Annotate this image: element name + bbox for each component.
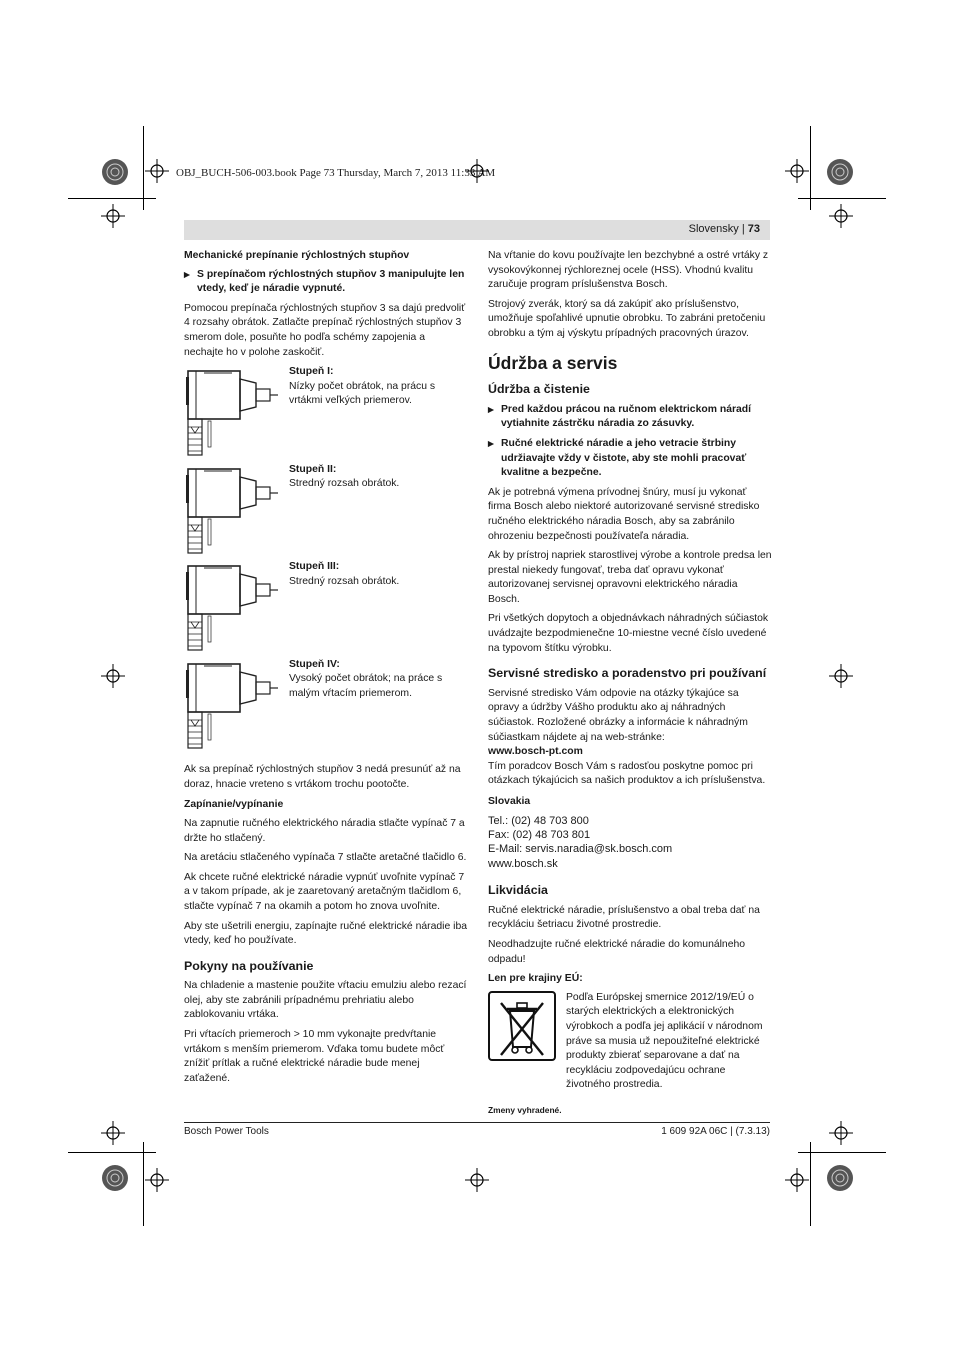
print-slug: OBJ_BUCH-506-003.book Page 73 Thursday, March 7, 2013 11:33 AM <box>176 167 496 179</box>
gear-stage-1-text <box>289 365 469 409</box>
footer-brand: Bosch Power Tools <box>184 1126 269 1137</box>
gear-stage-4-text <box>289 658 469 702</box>
crop-mark <box>798 1152 886 1153</box>
registration-mark-icon <box>465 159 489 183</box>
crop-mark <box>810 1142 811 1226</box>
registration-mark-icon <box>465 1168 489 1192</box>
drill-bits-text: Na vŕtanie do kovu používajte len bezchybné a ostré vrtáky z vysokovýkonnej rýchloreznej ocele (HSS). Vhodnú kvalitu zaručuje program príslušenstva Bosch. <box>488 250 769 291</box>
contact-fax: Fax: (02) 48 703 801 <box>488 829 591 841</box>
repair-text: Ak by prístroj napriek starostlivej výrobe a kontrole predsa len prestal niekedy fungovať, treba dať opravu vykonať autorizovanej servisnej opravovni elektrického náradia Bosch. <box>488 550 772 605</box>
contact-tel: Tel.: (02) 48 703 800 <box>488 814 589 827</box>
cord-replacement-text: Ak je potrebná výmena prívodnej šnúry, musí ju vykonať firma Bosch alebo niektoré autorizované servisné stredisko ručného elektrického náradia Bosch, aby sa zabránilo ohrozeniu bezpečnosti používateľa náradia. <box>488 486 760 542</box>
service-description: Servisné stredisko Vám odpovie na otázky týkajúce sa opravy a údržby Vášho produktu ako aj náhradných súčiastok. Rozložené obrázky a informácie k náhradným súčiastkam nájdete aj na web-stránke: <box>488 687 748 743</box>
service-heading: Servisné stredisko a poradenstvo pri používaní <box>488 666 767 681</box>
gear-stage-2-text <box>289 463 469 492</box>
page-header-bar <box>184 220 770 240</box>
gear-stage-4-desc: Vysoký počet obrátok; na práce s malým vŕtacím priemerom. <box>289 673 443 699</box>
crop-mark <box>68 198 156 199</box>
registration-mark-icon <box>826 1164 854 1192</box>
registration-mark-icon <box>101 1164 129 1192</box>
footer-doc-number: 1 609 92A 06C | (7.3.13) <box>661 1126 770 1137</box>
gear-stage-3-text <box>289 560 469 589</box>
gear-intro: Pomocou prepínača rýchlostných stupňov 3 sa dajú predvoliť 4 rozsahy obrátok. Zatlačte prepínač rýchlostných stupňov 3 smerom dole, posuňte ho podľa schémy zapojenia a nechajte ho v polohe zaskočiť. <box>184 302 466 358</box>
gear-stage-4-title: Stupeň IV: <box>289 658 340 670</box>
registration-mark-icon <box>785 159 809 183</box>
gear-stage-1-title: Stupeň I: <box>289 366 334 378</box>
switch-heading: Zapínanie/vypínanie <box>184 799 284 811</box>
footer-rule <box>184 1122 770 1123</box>
drill-gear-diagram-icon <box>184 369 280 457</box>
header-page-number: 73 <box>747 223 760 235</box>
gear-heading: Mechanické prepínanie rýchlostných stupňov <box>184 250 410 261</box>
registration-mark-icon <box>101 1121 125 1145</box>
usage-heading: Pokyny na používanie <box>184 958 314 973</box>
service-url-link[interactable]: www.bosch-pt.com <box>488 746 583 758</box>
gear-warning-bullet: ▶ S prepínačom rýchlostných stupňov 3 manipulujte len vtedy, keď je náradie vypnuté. <box>184 268 467 297</box>
cleaning-heading: Údržba a čistenie <box>488 382 590 397</box>
registration-mark-icon <box>145 1168 169 1192</box>
country-heading: Slovakia <box>488 796 531 807</box>
maintenance-title: Údržba a servis <box>488 352 618 373</box>
gear-stage-2 <box>184 463 467 561</box>
registration-mark-icon <box>826 158 854 186</box>
registration-mark-icon <box>829 1121 853 1145</box>
header-language: Slovensky <box>688 223 739 235</box>
gear-stage-2-desc: Stredný rozsah obrátok. <box>289 478 400 490</box>
reserved-note: Zmeny vyhradené. <box>488 1104 562 1115</box>
gear-stage-1 <box>184 365 467 463</box>
gear-stage-3-desc: Stredný rozsah obrátok. <box>289 575 400 587</box>
switch-lock-text: Na aretáciu stlačeného vypínača 7 stlačte aretačné tlačidlo 6. <box>184 852 467 864</box>
gear-stage-3 <box>184 560 467 658</box>
left-column <box>184 249 467 1091</box>
weee-block <box>488 991 772 1093</box>
registration-mark-icon <box>785 1168 809 1192</box>
disposal-recycle-text: Ručné elektrické náradie, príslušenstvo a obal treba dať na recykláciu šetriacu životné prostredie. <box>488 904 760 931</box>
disposal-household-text: Neodhadzujte ručné elektrické náradie do komunálneho odpadu! <box>488 939 746 965</box>
disposal-heading: Likvidácia <box>488 883 548 898</box>
drill-gear-diagram-icon <box>184 662 280 750</box>
registration-mark-icon <box>101 204 125 228</box>
keep-clean-bullet: ▶ Ručné elektrické náradie a jeho vetracie štrbiny udržiavajte vždy v čistote, aby ste mohli pracovať kvalitne a bezpečne. <box>488 437 772 481</box>
switch-off-text: Ak chcete ručné elektrické náradie vypnúť uvoľnite vypínač 7 a v takom prípade, ak je zaaretovaný aretačným tlačidlom 6, stlačte vypínač 7 na okamih a potom ho znova uvoľnite. <box>184 871 465 912</box>
service-text <box>488 687 772 760</box>
eu-directive-text: Podľa Európskej smernice 2012/19/EÚ o starých elektrických a elektronických výrobkoch a podľa jej aplikácií v národnom práve sa musia už nepoužiteľné elektrické produkty zbierať separovane a dať na recykláciu zodpovedajúcu ochrane životného prostredia. <box>566 991 763 1091</box>
right-column <box>488 249 772 1118</box>
switch-on-text: Na zapnutie ručného elektrického náradia stlačte vypínač 7 a držte ho stlačený. <box>184 817 465 844</box>
registration-mark-icon <box>101 664 125 688</box>
gear-note: Ak sa prepínač rýchlostných stupňov 3 nedá presunúť až na doraz, hnacie vreteno s vrtákom trochu pootočte. <box>184 764 461 790</box>
registration-mark-icon <box>101 158 129 186</box>
contact-block <box>488 814 772 872</box>
page-header-label: Slovensky | 73 <box>688 223 760 235</box>
vise-text: Strojový zverák, ktorý sa dá zakúpiť ako príslušenstvo, umožňuje spoľahlivé upnutie obrobku. To zabráni pretočeniu obrobku a tým aj výskytu prípadných pracovných úrazov. <box>488 298 766 339</box>
drill-gear-diagram-icon <box>184 467 280 555</box>
eu-heading: Len pre krajiny EÚ: <box>488 973 583 985</box>
registration-mark-icon <box>829 664 853 688</box>
gear-stage-1-desc: Nízky počet obrátok, na prácu s vrtákmi veľkých priemerov. <box>289 380 436 407</box>
unplug-bullet: ▶ Pred každou prácou na ručnom elektrickom náradí vytiahnite zástrčku náradia zo zásuvky. <box>488 403 772 432</box>
gear-stage-4 <box>184 658 467 756</box>
contact-web[interactable]: www.bosch.sk <box>488 857 558 870</box>
switch-energy-text: Aby ste ušetrili energiu, zapínajte ručné elektrické náradie iba vtedy, keď ho používate. <box>184 920 468 947</box>
crop-mark <box>68 1152 156 1153</box>
drill-gear-diagram-icon <box>184 564 280 652</box>
crossed-bin-icon <box>488 991 556 1061</box>
gear-stage-3-title: Stupeň III: <box>289 561 340 573</box>
crop-mark <box>798 198 886 199</box>
usage-predrill-text: Pri vŕtacích priemeroch > 10 mm vykonajte predvŕtanie vrtákom s menším priemerom. Vďaka tomu budete môcť znížiť prítlak a ručné elektrické náradie bude menej zaťažené. <box>184 1029 445 1084</box>
crop-mark <box>143 1142 144 1226</box>
gear-stage-2-title: Stupeň II: <box>289 463 337 475</box>
advisors-text: Tím poradcov Bosch Vám s radosťou poskytne pomoc pri otázkach týkajúcich sa našich produktov a ich príslušenstva. <box>488 760 766 787</box>
usage-cooling-text: Na chladenie a mastenie použite vŕtaciu emulziu alebo rezací olej, aby ste zabránili prípadnému prehriatiu alebo zablokovaniu vrtáka. <box>184 980 467 1021</box>
part-number-text: Pri všetkých dopytoch a objednávkach náhradných súčiastok uvádzajte bezpodmienečne 10-miestne vecné číslo uvedené na typovom štítku výrobku. <box>488 613 769 654</box>
registration-mark-icon <box>145 159 169 183</box>
contact-email[interactable]: E-Mail: servis.naradia@sk.bosch.com <box>488 843 673 856</box>
registration-mark-icon <box>829 204 853 228</box>
